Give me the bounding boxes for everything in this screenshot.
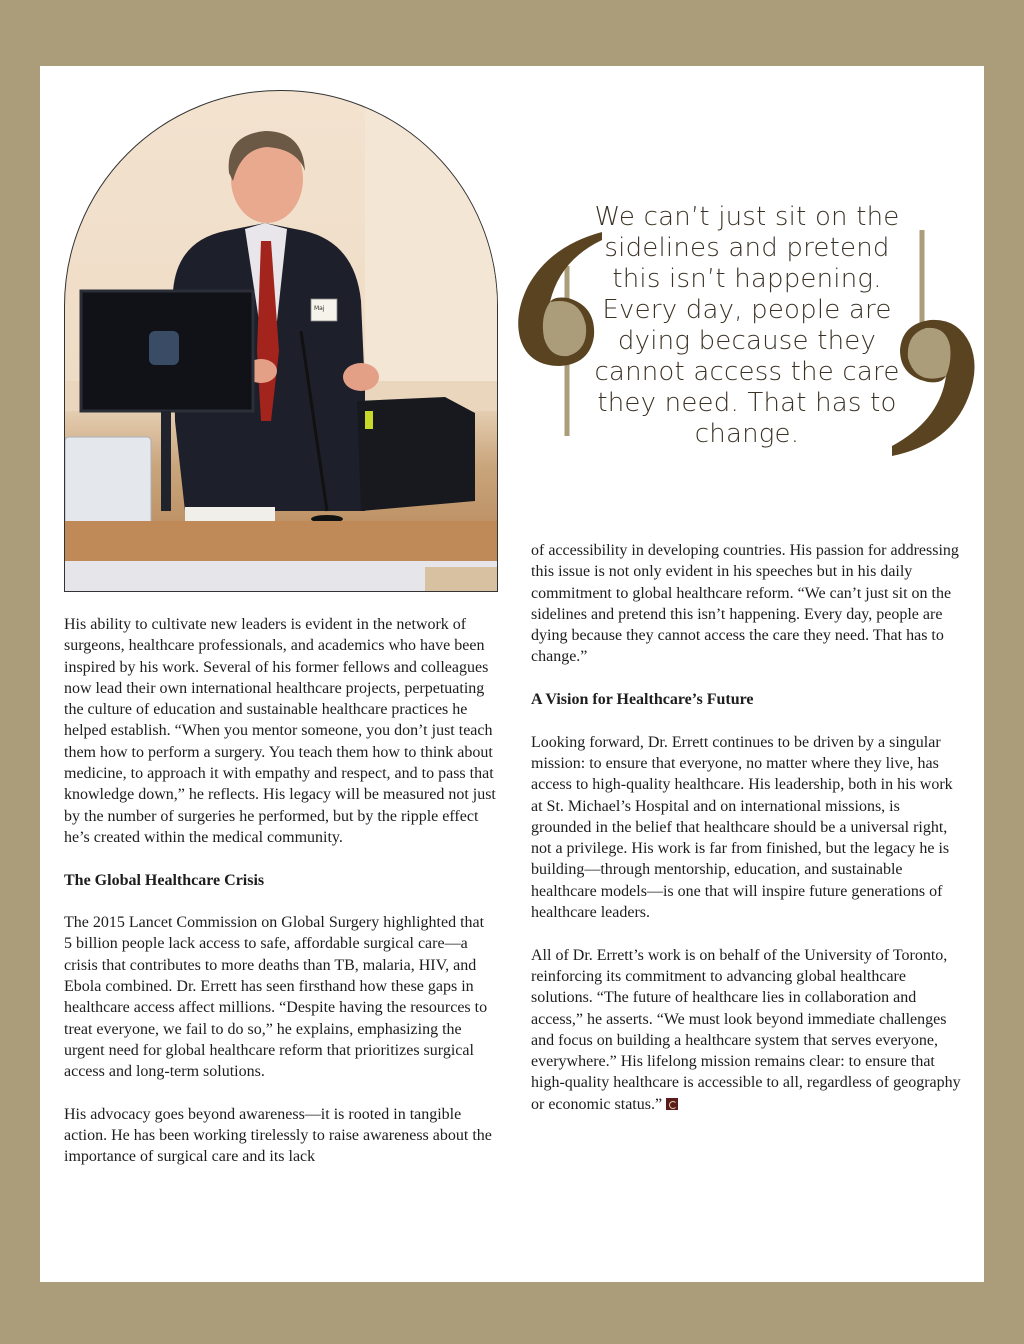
body-paragraph: Looking forward, Dr. Errett continues to be driven by a singular mission: to ensure that everyone, no matter where they live, has access to high-quality healthcare. His leadership, both in his work at St. Michael’s Hospital and on international missions, is grounded in the belief that healthcare should be a universal right, not a privilege. His work is far from finished, but the legacy he is building—through mentorship, education, and sustainable healthcare models—is one that will inspire future generations of healthcare leaders. [531, 733, 953, 922]
pull-quote [510, 202, 980, 492]
close-quote-icon [888, 230, 980, 470]
body-paragraph: of accessibility in developing countries. His passion for addressing this issue is not only evident in his speeches but in his daily commitment to global healthcare reform. “We can’t just sit on the sidelines and pretend this isn’t happening. Every day, people are dying because they cannot access the care they need. That has to change.” [531, 542, 959, 666]
speaker-at-podium-illustration [65, 91, 497, 591]
article-column-left [64, 614, 496, 1189]
article-column-right [531, 540, 961, 1136]
body-paragraph: The 2015 Lancet Commission on Global Surgery highlighted that 5 billion people lack access to safe, affordable surgical care—a crisis that contributes to more deaths than TB, malaria, HIV, and Ebola combined. Dr. Errett has seen firsthand how these gaps in healthcare access affect millions. “Despite having the resources to treat everyone, we fail to do so,” he explains, emphasizing the urgent need for global healthcare reform that prioritizes surgical access and long-term solutions. [64, 914, 488, 1081]
section-heading-global-crisis: The Global Healthcare Crisis [64, 871, 265, 889]
body-paragraph-final [531, 945, 961, 1115]
article-page [40, 66, 984, 1282]
speaker-photo [64, 90, 498, 592]
body-paragraph: His ability to cultivate new leaders is evident in the network of surgeons, healthcare professionals, and academics who have been inspired by his work. Several of his former fellows and colleagues now lead their own international healthcare projects, perpetuating the culture of education and sustainable healthcare practices he helped establish. “When you mentor someone, you don’t just teach them how to perform a surgery. You teach them how to think about medicine, to approach it with empathy and respect, and to pass that knowledge down,” he reflects. His legacy will be measured not just by the number of surgeries he performed, but by the ripple effect he’s created within the medical community. [64, 616, 496, 846]
pull-quote-text: We can’t just sit on the sidelines and pretend this isn’t happening. Every day, people are dying because they cannot access the care they need. That has to change. [594, 202, 900, 449]
name-badge-text: Maj [314, 305, 325, 312]
body-paragraph: His advocacy goes beyond awareness—it is rooted in tangible action. He has been working tirelessly to raise awareness about the importance of surgical care and its lack [64, 1105, 492, 1166]
end-of-article-icon [666, 1098, 678, 1110]
section-heading-vision: A Vision for Healthcare’s Future [531, 691, 754, 709]
final-paragraph-text: All of Dr. Errett’s work is on behalf of the University of Toronto, reinforcing its commitment to advancing global healthcare solutions. “The future of healthcare lies in collaboration and access,” he asserts. “We must look beyond immediate challenges and focus on building a healthcare system that serves everyone, everywhere.” His lifelong mission remains clear: to ensure that high-quality healthcare is accessible to all, regardless of geography or economic status.” [531, 946, 961, 1113]
